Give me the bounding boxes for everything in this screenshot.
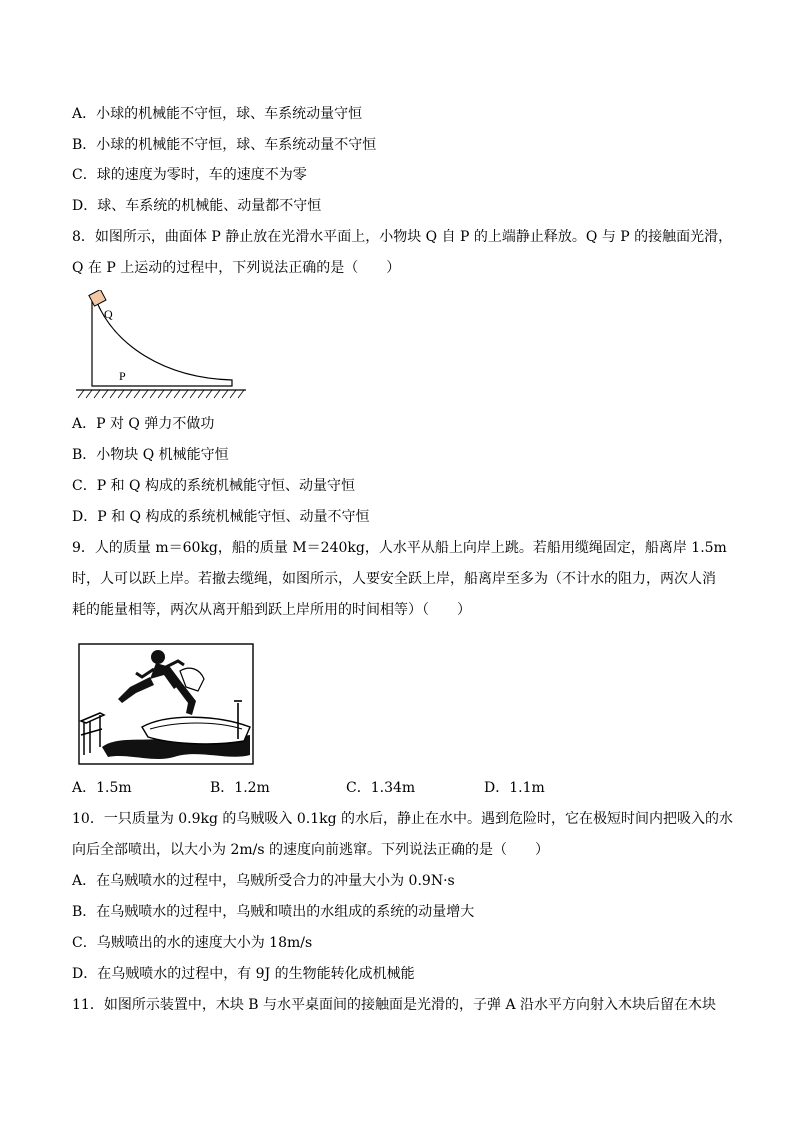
q8-option-a: A．P 对 Q 弹力不做功: [72, 416, 215, 432]
q7-option-a: A．小球的机械能不守恒，球、车系统动量守恒: [72, 106, 363, 122]
q9-stem-line-2: 时，人可以跃上岸。若撤去缆绳，如图所示，人要安全跃上岸，船离岸至多为（不计水的阻力，两次人消: [72, 571, 716, 587]
q7-option-b: B．小球的机械能不守恒，球、车系统动量不守恒: [72, 137, 377, 153]
label-p: P: [119, 369, 126, 383]
label-q: Q: [104, 307, 113, 321]
q8-stem-line-2: Q 在 P 上运动的过程中，下列说法正确的是（ ）: [72, 260, 401, 276]
q10-option-c: C．乌贼喷出的水的速度大小为 18m/s: [72, 935, 313, 951]
q10-stem-line-2: 向后全部喷出，以大小为 2m/s 的速度向前逃窜。下列说法正确的是（ ）: [72, 842, 549, 858]
q7-option-d: D．球、车系统的机械能、动量都不守恒: [72, 198, 322, 214]
q10-stem-line-1: 10．一只质量为 0.9kg 的乌贼吸入 0.1kg 的水后，静止在水中。遇到危险时，它在极短时间内把吸入的水: [72, 811, 734, 827]
q9-option-a: A．1.5m: [72, 780, 132, 796]
curved-body-p: [92, 300, 232, 386]
q9-stem-line-3: 耗的能量相等，两次从离开船到跃上岸所用的时间相等）（ ）: [72, 602, 471, 618]
q8-option-b: B．小物块 Q 机械能守恒: [72, 447, 229, 463]
q10-option-b: B．在乌贼喷水的过程中，乌贼和喷出的水组成的系统的动量增大: [72, 904, 475, 920]
q8-stem-line-1: 8．如图所示，曲面体 P 静止放在光滑水平面上，小物块 Q 自 P 的上端静止释放。Q 与 P 的接触面光滑，: [72, 229, 733, 245]
q10-option-d: D．在乌贼喷水的过程中，有 9J 的生物能转化成机械能: [72, 966, 415, 982]
q8-option-c: C．P 和 Q 构成的系统机械能守恒、动量守恒: [72, 478, 355, 494]
q11-stem-line-1: 11．如图所示装置中，木块 B 与水平桌面间的接触面是光滑的，子弹 A 沿水平方向射入木块后留在木块: [72, 997, 717, 1013]
q9-boat-jump-figure: [78, 643, 254, 765]
q8-option-d: D．P 和 Q 构成的系统机械能守恒、动量不守恒: [72, 509, 370, 525]
q7-option-c: C．球的速度为零时，车的速度不为零: [72, 167, 307, 183]
q9-option-d: D．1.1m: [484, 780, 545, 796]
q9-option-b: B．1.2m: [210, 780, 270, 796]
q8-curved-surface-figure: [74, 290, 254, 402]
q9-stem-line-1: 9．人的质量 m＝60kg，船的质量 M＝240kg，人水平从船上向岸上跳。若船用缆绳固定，船离岸 1.5m: [72, 540, 727, 556]
q10-option-a: A．在乌贼喷水的过程中，乌贼所受合力的冲量大小为 0.9N·s: [72, 873, 455, 889]
q9-option-c: C．1.34m: [346, 780, 416, 796]
ground-hatching: [78, 390, 244, 398]
